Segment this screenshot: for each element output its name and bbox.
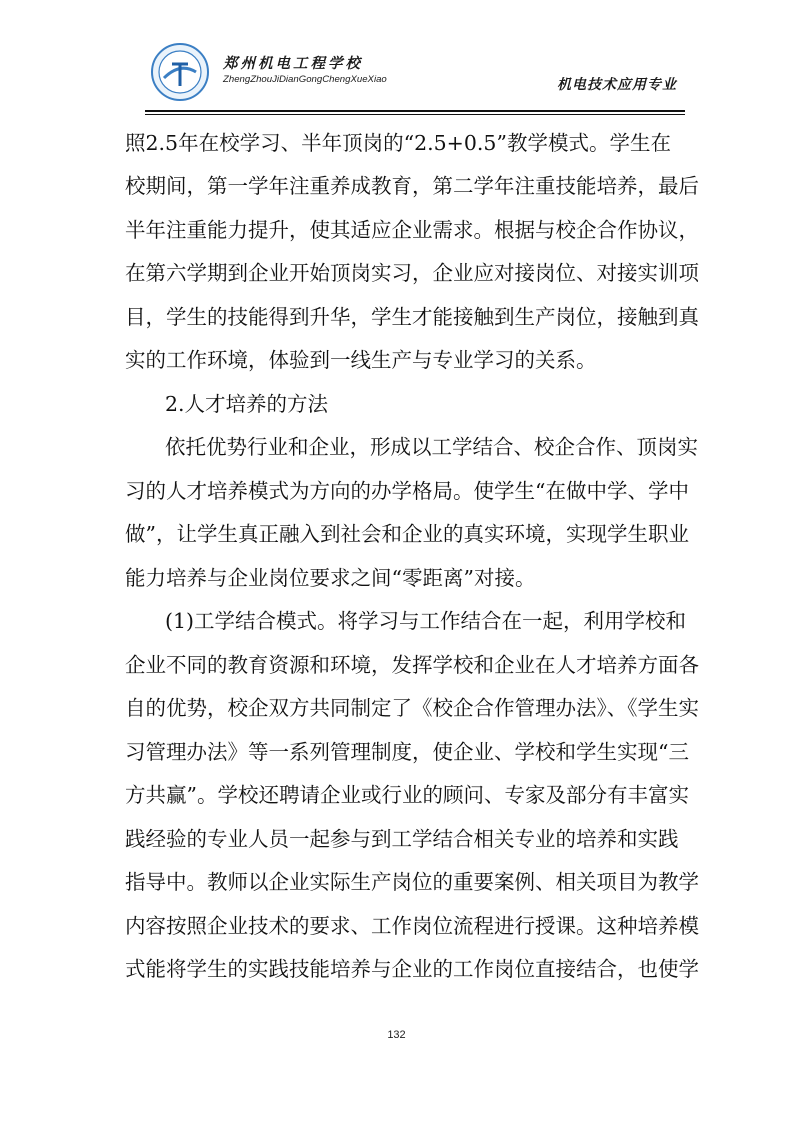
body-line: 半年注重能力提升，使其适应企业需求。根据与校企合作协议，	[125, 218, 699, 242]
school-name: 郑州机电工程学校	[223, 55, 363, 72]
header-rule	[145, 110, 685, 112]
page-number: 132	[387, 1029, 406, 1041]
school-logo-icon	[150, 42, 210, 102]
body-line: 习的人才培养模式为方向的办学格局。使学生“在做中学、学中	[125, 479, 689, 503]
major-title: 机电技术应用专业	[557, 77, 677, 93]
body-line: (1)工学结合模式。将学习与工作结合在一起，利用学校和	[165, 609, 687, 633]
body-line: 践经验的专业人员一起参与到工学结合相关专业的培养和实践	[125, 827, 679, 851]
header-rule-thin	[145, 114, 685, 115]
body-line: 方共赢”。学校还聘请企业或行业的顾问、专家及部分有丰富实	[125, 783, 689, 807]
body-line: 目，学生的技能得到升华，学生才能接触到生产岗位，接触到真	[125, 305, 699, 329]
body-line: 在第六学期到企业开始顶岗实习，企业应对接岗位、对接实训项	[125, 261, 699, 285]
body-line: 指导中。教师以企业实际生产岗位的重要案例、相关项目为教学	[125, 870, 699, 894]
body-line: 内容按照企业技术的要求、工作岗位流程进行授课。这种培养模	[125, 914, 699, 938]
body-line: 做”，让学生真正融入到社会和企业的真实环境，实现学生职业	[125, 522, 689, 546]
body-line: 式能将学生的实践技能培养与企业的工作岗位直接结合，也使学	[125, 957, 699, 981]
body-line: 企业不同的教育资源和环境，发挥学校和企业在人才培养方面各	[125, 653, 699, 677]
section-heading: 2.人才培养的方法	[165, 392, 329, 416]
page-header	[145, 40, 685, 110]
body-line: 实的工作环境，体验到一线生产与专业学习的关系。	[125, 348, 597, 372]
body-line: 照2.5年在校学习、半年顶岗的“2.5+0.5”教学模式。学生在	[125, 131, 671, 155]
body-line: 习管理办法》等一系列管理制度，使企业、学校和学生实现“三	[125, 740, 689, 764]
school-pinyin: ZhengZhouJiDianGongChengXueXiao	[223, 74, 387, 85]
body-line: 校期间，第一学年注重养成教育，第二学年注重技能培养，最后	[125, 174, 699, 198]
body-line: 依托优势行业和企业，形成以工学结合、校企合作、顶岗实	[165, 435, 698, 459]
body-line: 能力培养与企业岗位要求之间“零距离”对接。	[125, 566, 536, 590]
body-line: 自的优势，校企双方共同制定了《校企合作管理办法》、《学生实	[125, 696, 699, 720]
